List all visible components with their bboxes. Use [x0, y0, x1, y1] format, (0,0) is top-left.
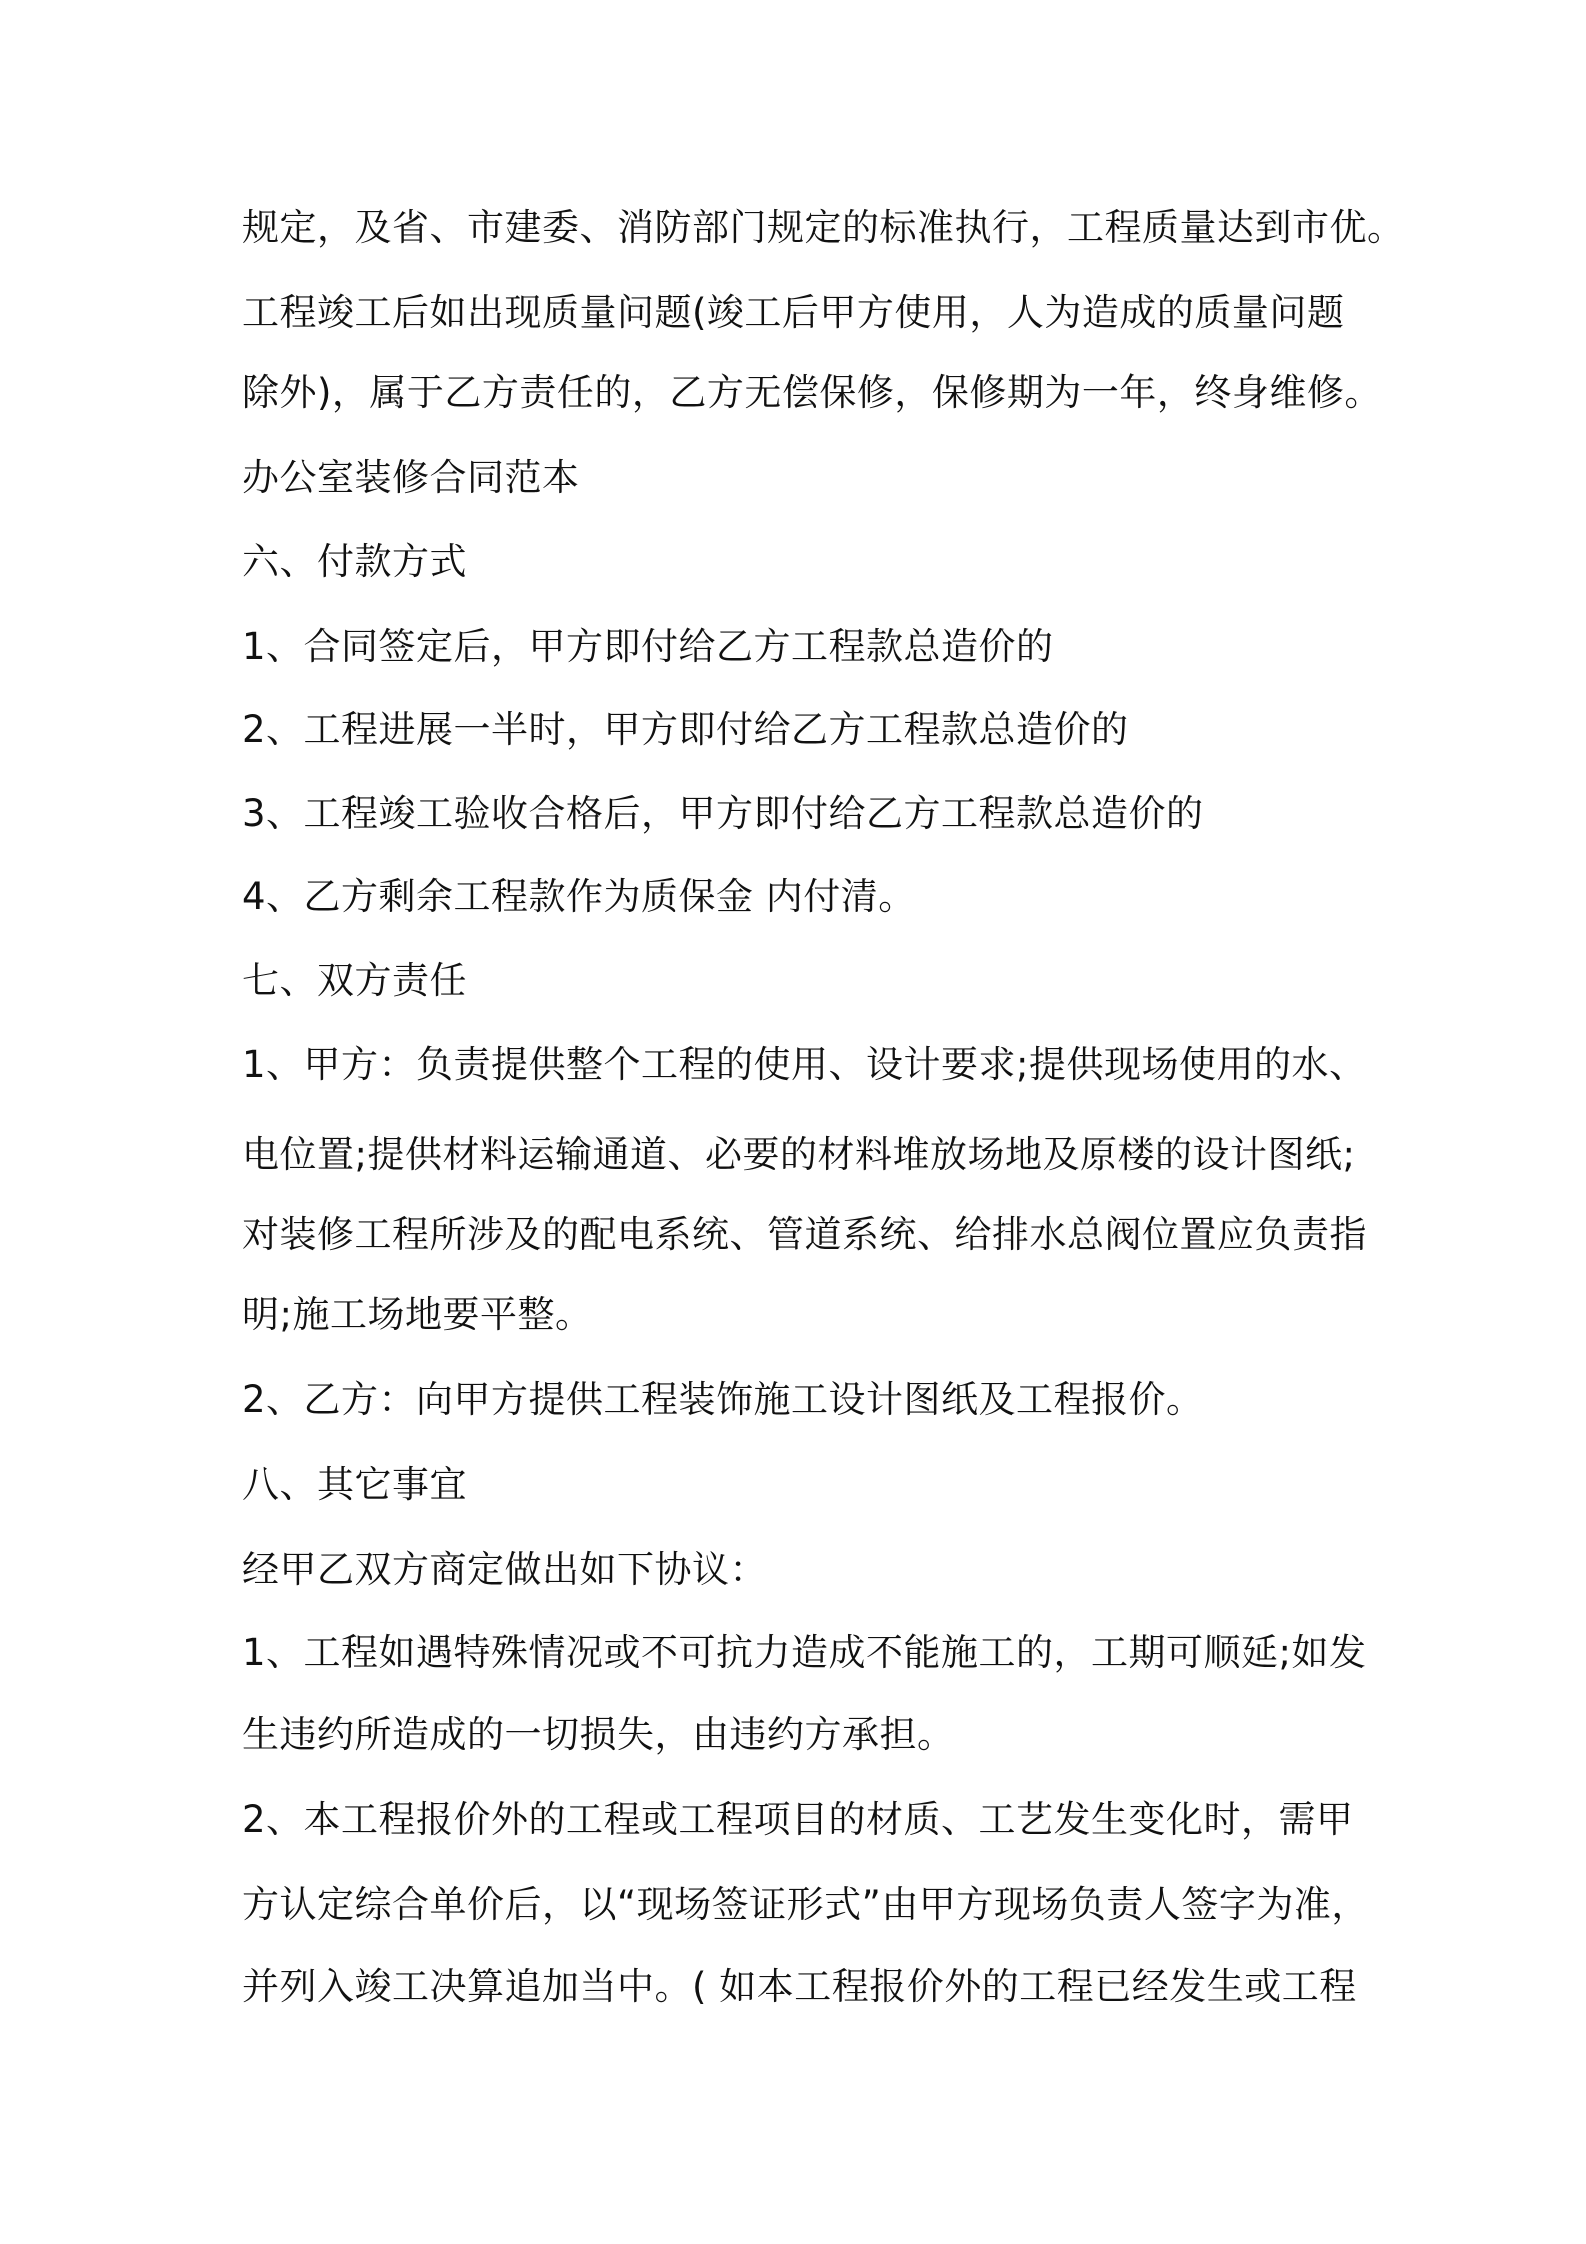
- list-item: 2、乙方：向甲方提供工程装饰施工设计图纸及工程报价。: [242, 1378, 1204, 1421]
- text-line: 对装修工程所涉及的配电系统、管道系统、给排水总阀位置应负责指: [242, 1213, 1367, 1256]
- list-item: 2、工程进展一半时，甲方即付给乙方工程款总造价的: [242, 708, 1129, 751]
- section-heading: 八、其它事宜: [242, 1463, 467, 1506]
- text-line: 工程竣工后如出现质量问题(竣工后甲方使用，人为造成的质量问题: [242, 291, 1345, 334]
- text-line: 方认定综合单价后，以“现场签证形式”由甲方现场负责人签字为准，: [242, 1883, 1369, 1926]
- list-item: 4、乙方剩余工程款作为质保金 内付清。: [242, 875, 916, 918]
- text-line: 除外)，属于乙方责任的，乙方无偿保修，保修期为一年，终身维修。: [242, 371, 1382, 414]
- text-line: 电位置;提供材料运输通道、必要的材料堆放场地及原楼的设计图纸;: [242, 1133, 1356, 1176]
- list-item: 2、本工程报价外的工程或工程项目的材质、工艺发生变化时，需甲: [242, 1798, 1354, 1841]
- list-item: 1、合同签定后，甲方即付给乙方工程款总造价的: [242, 625, 1054, 668]
- list-item: 1、工程如遇特殊情况或不可抗力造成不能施工的，工期可顺延;如发: [242, 1631, 1367, 1674]
- list-item: 1、甲方：负责提供整个工程的使用、设计要求;提供现场使用的水、: [242, 1043, 1367, 1086]
- list-item: 3、工程竣工验收合格后，甲方即付给乙方工程款总造价的: [242, 792, 1204, 835]
- text-line: 生违约所造成的一切损失，由违约方承担。: [242, 1713, 955, 1756]
- section-heading: 六、付款方式: [242, 540, 467, 583]
- text-line: 并列入竣工决算追加当中。( 如本工程报价外的工程已经发生或工程: [242, 1965, 1357, 2008]
- text-line: 明;施工场地要平整。: [242, 1293, 593, 1336]
- text-line: 经甲乙双方商定做出如下协议：: [242, 1548, 767, 1591]
- section-title: 办公室装修合同范本: [242, 456, 580, 499]
- text-line: 规定，及省、市建委、消防部门规定的标准执行，工程质量达到市优。: [242, 206, 1405, 249]
- section-heading: 七、双方责任: [242, 959, 467, 1002]
